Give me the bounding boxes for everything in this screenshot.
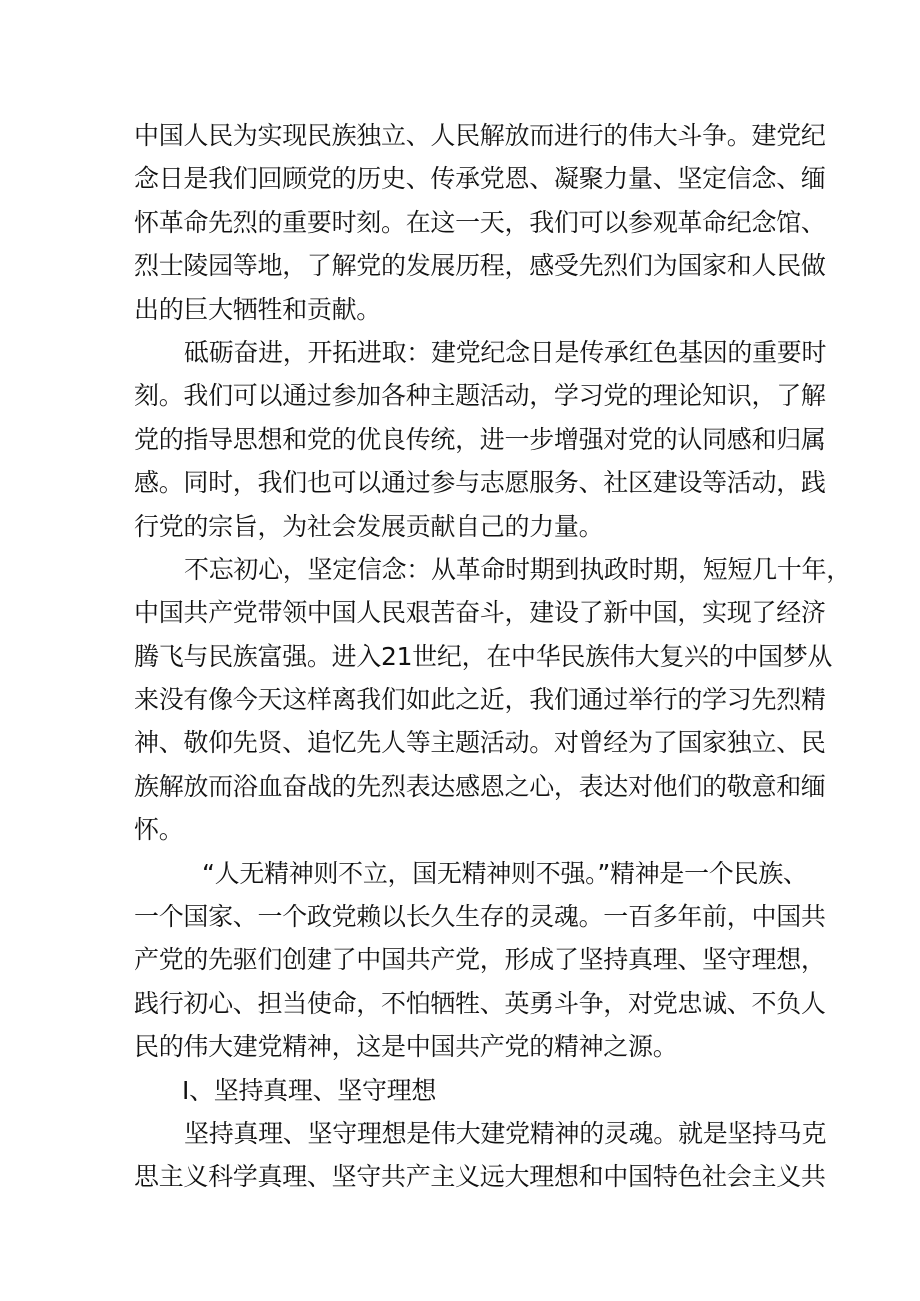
text-line: 行党的宗旨，为社会发展贡献自己的力量。 xyxy=(134,511,604,541)
text-line: 烈士陵园等地，了解党的发展历程，感受先烈们为国家和人民做 xyxy=(134,251,826,281)
text-line: 砥砺奋进，开拓进取：建党纪念日是传承红色基因的重要时 xyxy=(184,337,827,367)
text-line: 坚持真理、坚守理想是伟大建党精神的灵魂。就是坚持马克 xyxy=(184,1118,827,1148)
text-line: 思主义科学真理、坚守共产主义远大理想和中国特色社会主义共 xyxy=(134,1162,826,1192)
text-line: 民的伟大建党精神，这是中国共产党的精神之源。 xyxy=(134,1032,678,1062)
text-line: “人无精神则不立，国无精神则不强。”精神是一个民族、 xyxy=(202,858,808,888)
text-line: 中国人民为实现民族独立、人民解放而进行的伟大斗争。建党纪 xyxy=(134,121,826,150)
text-line: 念日是我们回顾党的历史、传承党恩、凝聚力量、坚定信念、缅 xyxy=(134,164,826,194)
paragraph-2 xyxy=(134,331,827,548)
paragraph-1 xyxy=(134,114,826,331)
text-line: 族解放而浴血奋战的先烈表达感恩之心，表达对他们的敬意和缅 xyxy=(134,771,826,801)
text-line: 腾飞与民族富强。进入21世纪，在中华民族伟大复兴的中国梦从 xyxy=(134,641,833,671)
heading-text: I、坚持真理、坚守理想 xyxy=(182,1075,437,1105)
text-line: 中国共产党带领中国人民艰苦奋斗，建设了新中国，实现了经济 xyxy=(134,598,826,628)
text-line: 来没有像今天这样离我们如此之近，我们通过举行的学习先烈精 xyxy=(134,685,826,715)
text-line: 不忘初心，坚定信念：从革命时期到执政时期，短短几十年， xyxy=(184,554,851,584)
text-line: 党的指导思想和党的优良传统，进一步增强对党的认同感和归属 xyxy=(134,424,826,454)
paragraph-5 xyxy=(134,1112,827,1199)
text-line: 神、敬仰先贤、追忆先人等主题活动。对曾经为了国家独立、民 xyxy=(134,728,826,758)
text-line: 刻。我们可以通过参加各种主题活动，学习党的理论知识，了解 xyxy=(134,381,826,411)
text-line: 感。同时，我们也可以通过参与志愿服务、社区建设等活动，践 xyxy=(134,468,826,498)
text-line: 践行初心、担当使命，不怕牺牲、英勇斗争，对党忠诚、不负人 xyxy=(134,988,826,1018)
text-line: 一个国家、一个政党赖以长久生存的灵魂。一百多年前，中国共 xyxy=(134,902,826,932)
text-line: 产党的先驱们创建了中国共产党，形成了坚持真理、坚守理想， xyxy=(134,945,826,975)
paragraph-3 xyxy=(134,548,851,852)
text-line: 出的巨大牺牲和贡献。 xyxy=(134,294,382,324)
section-heading xyxy=(134,1069,794,1112)
text-line: 怀。 xyxy=(134,815,184,845)
text-line: 怀革命先烈的重要时刻。在这一天，我们可以参观革命纪念馆、 xyxy=(134,207,826,237)
document-page xyxy=(134,114,851,1199)
paragraph-4 xyxy=(134,852,826,1069)
